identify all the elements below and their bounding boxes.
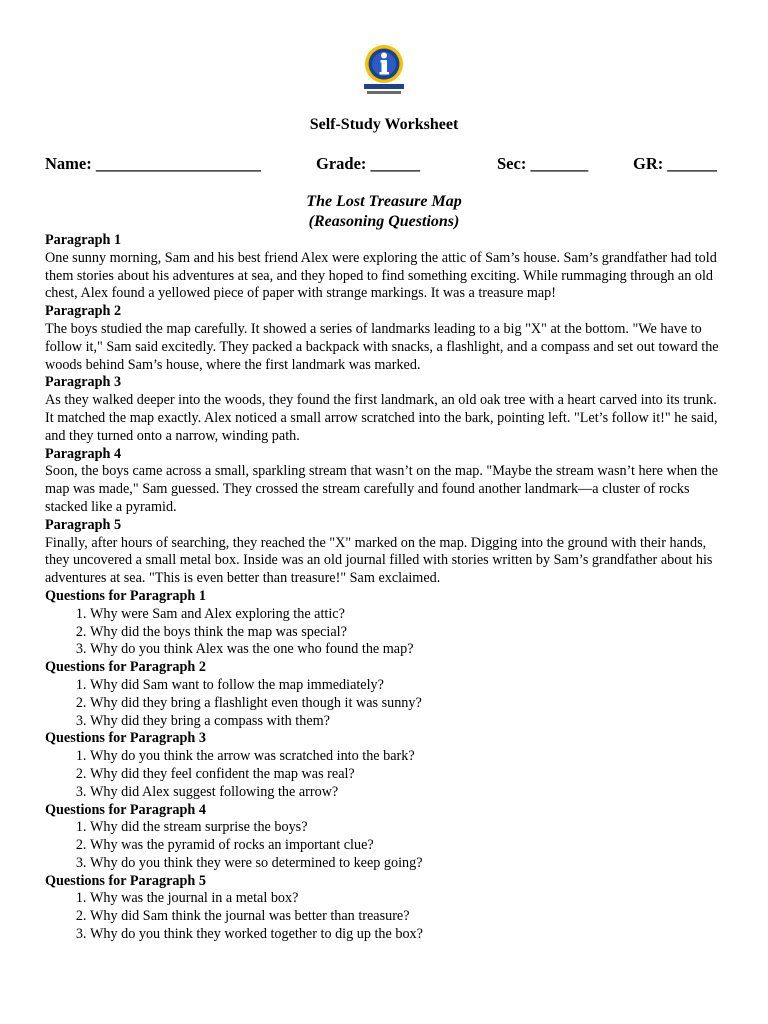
- story-subtitle: (Reasoning Questions): [308, 213, 460, 230]
- question-set-heading: Questions for Paragraph 4: [45, 801, 206, 818]
- paragraph-text: As they walked deeper into the woods, they found the first landmark, an old oak tree with a heart carved into its trunk. It matched the map exactly. Alex noticed a small arrow scratched into the bark, pointing left. "Let’s follow it!" he said, and they turned onto a narrow, winding path.: [45, 392, 718, 444]
- question-set-heading: Questions for Paragraph 3: [45, 730, 206, 747]
- question-item: 2. Why did Sam think the journal was better than treasure?: [90, 908, 725, 926]
- question-item: 1. Why was the journal in a metal box?: [90, 890, 725, 908]
- paragraph-heading: Paragraph 5: [45, 516, 122, 533]
- question-item: 3. Why did they bring a compass with them?: [90, 713, 725, 731]
- question-set-heading: Questions for Paragraph 5: [45, 872, 206, 889]
- question-item: 2. Why did they bring a flashlight even though it was sunny?: [90, 695, 725, 713]
- question-list: [45, 677, 725, 730]
- question-item: 1. Why were Sam and Alex exploring the attic?: [90, 606, 725, 624]
- name-field: Name: ____________________: [45, 154, 261, 173]
- question-set-heading: Questions for Paragraph 1: [45, 587, 206, 604]
- paragraph-text: Finally, after hours of searching, they reached the "X" marked on the map. Digging into the ground with their hands, they uncovered a small metal box. Inside was an old journal filled with stories written by Sam’s grandfather about his adventures at sea. "This is even better than treasure!" Sam exclaimed.: [45, 534, 713, 587]
- paragraph-text: The boys studied the map carefully. It showed a series of landmarks leading to a big "X" at the bottom. "We have to follow it," Sam said excitedly. They packed a backpack with snacks, a flashlight, and a compass and set out toward the woods behind Sam’s house, where the first landmark was marked.: [45, 320, 719, 373]
- question-item: 3. Why did Alex suggest following the arrow?: [90, 784, 725, 802]
- question-set-heading: Questions for Paragraph 2: [45, 659, 206, 676]
- school-logo-icon: [358, 44, 410, 98]
- sec-field: Sec: _______: [497, 154, 589, 173]
- question-list: [45, 890, 725, 943]
- question-list: [45, 606, 725, 659]
- question-item: 2. Why did they feel confident the map was real?: [90, 766, 725, 784]
- question-list: [45, 748, 725, 801]
- question-item: 1. Why did the stream surprise the boys?: [90, 819, 725, 837]
- gr-field: GR: ______: [633, 154, 717, 173]
- paragraph-heading: Paragraph 4: [45, 445, 122, 462]
- worksheet-title: Self-Study Worksheet: [309, 116, 459, 133]
- paragraph-heading: Paragraph 1: [45, 232, 122, 248]
- question-list: [45, 819, 725, 872]
- story-heading: [0, 192, 768, 232]
- paragraph-heading: Paragraph 2: [45, 303, 122, 320]
- story-title: The Lost Treasure Map: [306, 193, 462, 210]
- paragraph-text: One sunny morning, Sam and his best friend Alex were exploring the attic of Sam’s house. Sam’s grandfather had told them stories about his adventures at sea, and they hoped to find something exciting. While rummaging through an old chest, Alex found a yellowed piece of paper with strange markings. It was a treasure map!: [45, 249, 717, 302]
- paragraph-heading: Paragraph 3: [45, 374, 122, 391]
- paragraph-text: Soon, the boys came across a small, sparkling stream that wasn’t on the map. "Maybe the stream wasn’t here when the map was made," Sam guessed. They crossed the stream carefully and found another landmark—a cluster of rocks stacked like a pyramid.: [45, 463, 719, 515]
- worksheet-body: [45, 232, 725, 944]
- question-item: 3. Why do you think they were so determined to keep going?: [90, 855, 725, 873]
- question-item: 1. Why do you think the arrow was scratched into the bark?: [90, 748, 725, 766]
- question-item: 2. Why did the boys think the map was special?: [90, 624, 725, 642]
- question-item: 3. Why do you think Alex was the one who found the map?: [90, 641, 725, 659]
- question-item: 3. Why do you think they worked together to dig up the box?: [90, 926, 725, 944]
- grade-field: Grade: ______: [316, 154, 421, 173]
- question-item: 2. Why was the pyramid of rocks an important clue?: [90, 837, 725, 855]
- question-item: 1. Why did Sam want to follow the map immediately?: [90, 677, 725, 695]
